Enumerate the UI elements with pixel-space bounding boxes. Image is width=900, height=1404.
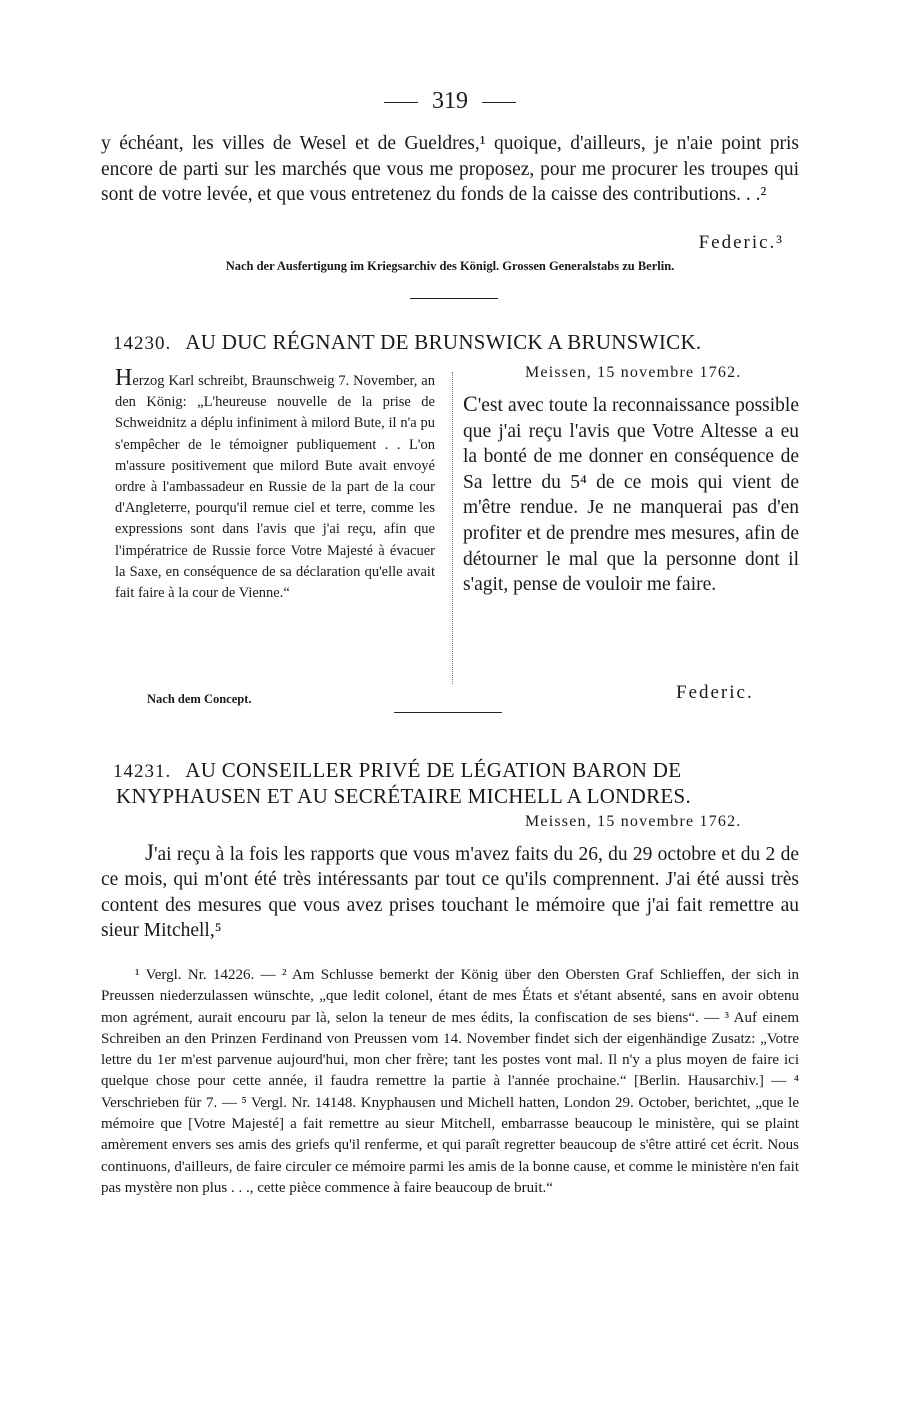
letter-14230-right-column	[463, 391, 799, 598]
letter-14230-heading	[113, 330, 701, 355]
letter-14230-left-column	[115, 365, 435, 604]
right-column-initial: C	[463, 391, 478, 416]
column-separator	[452, 372, 453, 684]
letter-14230-title: AU DUC RÉGNANT DE BRUNSWICK A BRUNSWICK.	[185, 330, 702, 354]
right-column-text: 'est avec toute la reconnaissance possible que j'ai reçu l'avis que Votre Altesse a eu la bonté de me donner en conséquence de Sa lettre du 5⁴ de ce mois qui vient de m'être rendue. Je ne manquerai pas d'en profiter et de prendre mes mesures, afin de détourner le mal que la personne dont il s'agit, pense de vouloir me faire.	[463, 395, 799, 596]
page-number	[0, 88, 900, 115]
letter-14231-number: 14231.	[113, 761, 172, 782]
letter-14231-heading-line1	[113, 758, 681, 783]
left-column-text: erzog Karl schreibt, Braunschweig 7. November, an den König: „L'heureuse nouvelle de la prise de Schweidnitz a déplu infiniment à milord Bute, il n'a pu s'empêcher de le témoigner publiquement . . L'on m'assure positivement que milord Bute avait envoyé ordre à l'ambassadeur en Russie de la part de la cour d'Angleterre, pourqu'il remue ciel et terre, comme les expressions sont dans l'avis que j'ai reçu, afin que l'impératrice de Russie force Votre Majesté à évacuer la Saxe, en conséquence de sa déclaration qu'elle avait fait faire à la cour de Vienne.“	[115, 373, 435, 602]
letter-14231-body	[101, 840, 799, 944]
letter-14231-place-date: Meissen, 15 novembre 1762.	[525, 813, 742, 830]
section-divider-2	[394, 712, 502, 713]
section-divider-1	[410, 298, 498, 299]
letter-14231-initial: J	[145, 840, 154, 865]
page-number-text: 319	[432, 88, 468, 114]
letter-14230-place-date: Meissen, 15 novembre 1762.	[525, 364, 742, 381]
top-source-note: Nach der Ausfertigung im Kriegsarchiv des Königl. Grossen Generalstabs zu Berlin.	[225, 259, 675, 273]
page-number-right-dash	[482, 102, 516, 103]
letter-14230-signature: Federic.	[676, 682, 754, 703]
top-paragraph: y échéant, les villes de Wesel et de Gueldres,¹ quoique, d'ailleurs, je n'aie point pris encore de parti sur les marchés que vous me proposez, pour me procurer les troupes qui sont de votre levée, et que vous entretenez du fonds de la caisse des contributions. . .²	[101, 133, 799, 206]
top-signature: Federic.³	[698, 232, 784, 253]
letter-14230-number: 14230.	[113, 333, 172, 354]
page-number-left-dash	[384, 102, 418, 103]
letter-14231-title-line1: AU CONSEILLER PRIVÉ DE LÉGATION BARON DE	[185, 758, 682, 782]
letter-14231-text: 'ai reçu à la fois les rapports que vous m'avez faits du 26, du 29 octobre et du 2 de ce mois, qui m'ont été très intéressants par tout ce qu'ils comprennent. J'ai été aussi très content des mesures que vous avez prises touchant le mémoire que j'ai fait remettre au sieur Mitchell,⁵	[101, 844, 799, 942]
footnotes: ¹ Vergl. Nr. 14226. — ² Am Schlusse bemerkt der König über den Obersten Graf Schlieffen, der sich in Preussen niederzulassen wünschte, „que ledit colonel, étant de mes États et s'étant absenté, sans en avoir obtenu mon agrément, aurait encouru par là, selon la teneur de mes édits, la confiscation de ses biens“. — ³ Auf einem Schreiben an den Prinzen Ferdinand von Preussen vom 14. November findet sich der eigenhändige Zusatz: „Votre lettre du 1er m'est parvenue aujourd'hui, mon cher frère; tant les postes vont mal. Il n'y a plus moyen de faire ici quelque chose pour cette année, il faudra remettre la partie à l'année prochaine.“ [Berlin. Hausarchiv.] — ⁴ Verschrieben für 7. — ⁵ Vergl. Nr. 14148. Knyphausen und Michell hatten, London 29. October, berichtet, „que le mémoire que [Votre Majesté] a fait remettre au sieur Mitchell, embarrasse beaucoup le ministère, qui se plaint amèrement envers ses amis des griefs qu'il renferme, et qui paraît regretter beaucoup de s'être attiré cet écrit. Nous continuons, d'ailleurs, de faire circuler ce mémoire parmi les amis de la bonne cause, et comme le ministère n'en fait pas mystère non plus . . ., cette pièce commence à faire beaucoup de bruit.“	[101, 967, 799, 1196]
letter-14231-title-line2: KNYPHAUSEN ET AU SECRÉTAIRE MICHELL A LONDRES.	[116, 784, 692, 808]
letter-14230-left-source: Nach dem Concept.	[147, 692, 252, 706]
left-column-initial: H	[115, 365, 133, 391]
